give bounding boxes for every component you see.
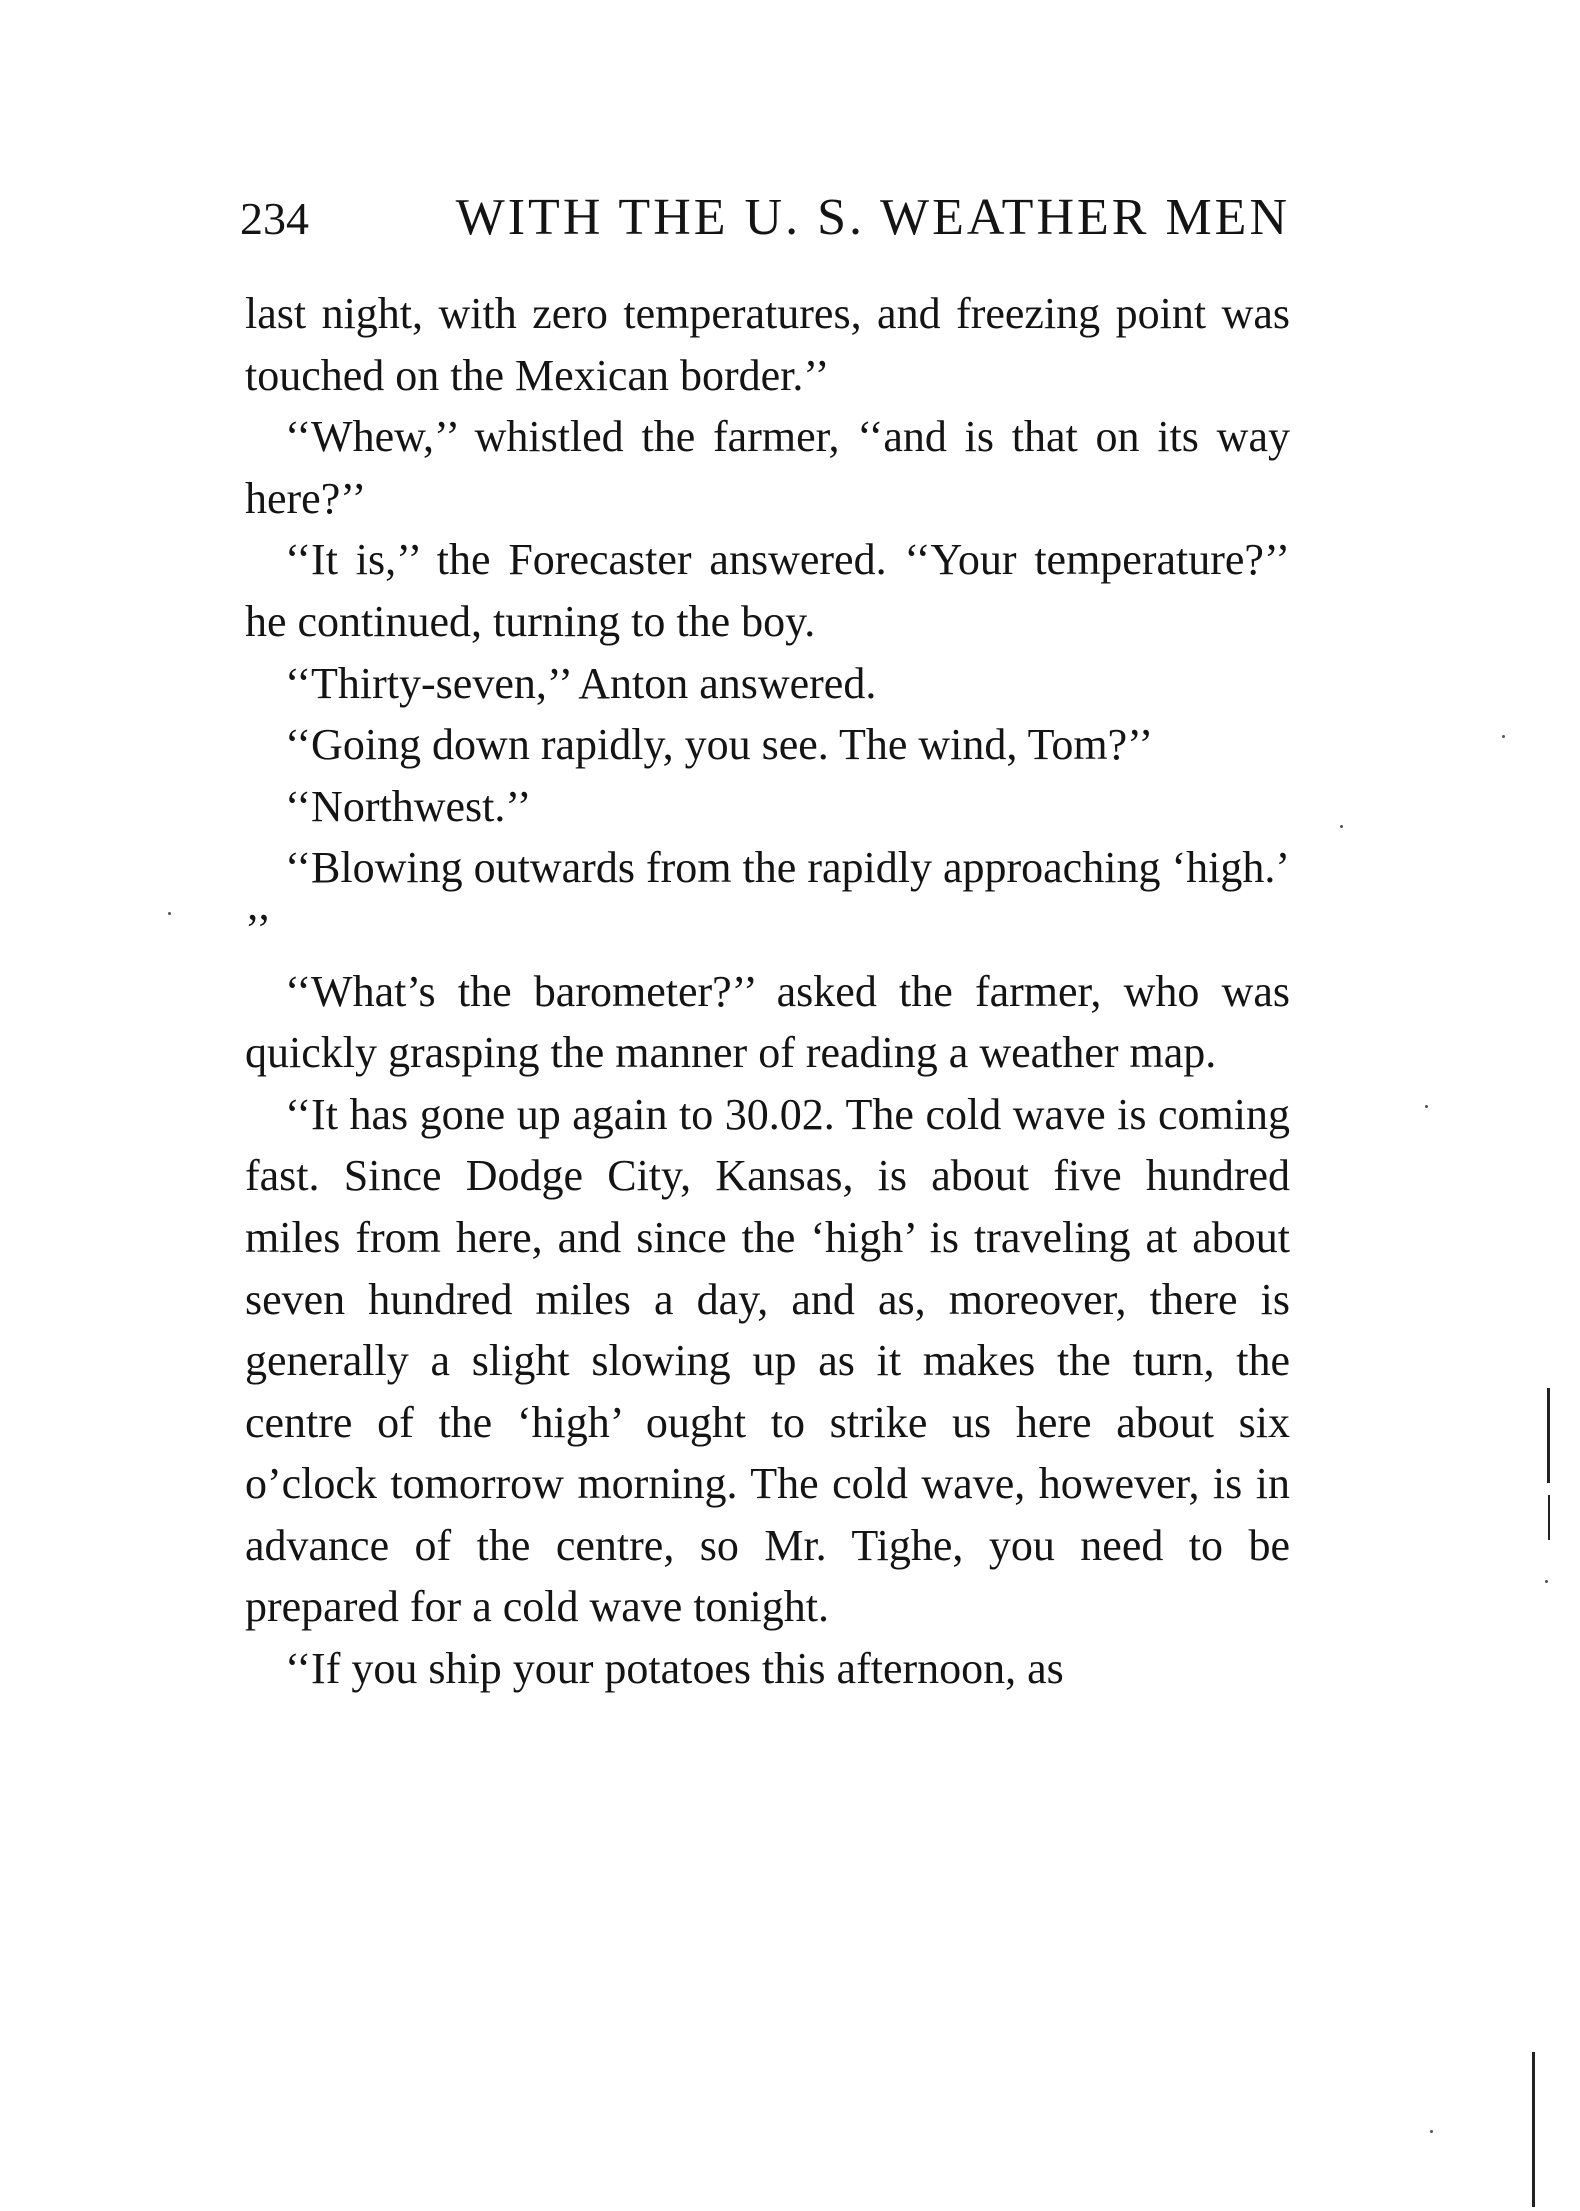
paragraph: ‘‘It is,’’ the Forecaster answered. ‘‘Your temperature?’’ he continued, turning to the boy. bbox=[245, 535, 1290, 646]
running-title: WITH THE U. S. WEATHER MEN bbox=[455, 189, 1290, 246]
paragraph: ‘‘If you ship your potatoes this afternoon, as bbox=[285, 1644, 1064, 1694]
scan-speck bbox=[1430, 2130, 1433, 2133]
scan-margin-line bbox=[1548, 1495, 1550, 1540]
scan-speck bbox=[1425, 1105, 1428, 1108]
scan-speck bbox=[1340, 825, 1343, 828]
scan-margin-line bbox=[1532, 2052, 1535, 2207]
paragraph: ‘‘Northwest.’’ bbox=[285, 781, 532, 831]
body-text bbox=[245, 283, 1290, 1700]
scan-speck bbox=[1502, 735, 1505, 738]
page-number: 234 bbox=[240, 193, 309, 244]
scan-speck bbox=[168, 912, 171, 915]
paragraph: ‘‘What’s the barometer?’’ asked the farmer, who was quickly grasping the manner of reading a weather map. bbox=[245, 966, 1290, 1078]
paragraph: ‘‘Whew,’’ whistled the farmer, ‘‘and is that on its way here?’’ bbox=[245, 412, 1290, 523]
paragraph: ‘‘Blowing outwards from the rapidly approaching ‘high.’ ’’ bbox=[245, 843, 1290, 954]
scan-margin-line bbox=[1547, 1388, 1550, 1483]
scan-speck bbox=[1545, 1580, 1548, 1583]
paragraph: ‘‘Going down rapidly, you see. The wind, Tom?’’ bbox=[285, 720, 1154, 770]
paragraph: ‘‘Thirty-seven,’’ Anton answered. bbox=[285, 658, 877, 708]
paragraph: ‘‘It has gone up again to 30.02. The cold wave is coming fast. Since Dodge City, Kansas, is about five hundred miles from here, and since the ‘high’ is traveling at about seven hundred miles a day, and as, moreover, there is generally a slight slowing up as it makes the turn, the centre of the ‘high’ ought to strike us here about six o’clock tomorrow morning. The cold wave, however, is in advance of the centre, so Mr. Tighe, you need to be prepared for a cold wave tonight. bbox=[245, 1089, 1290, 1632]
paragraph-continuation: last night, with zero temperatures, and freezing point was touched on the Mexican border.’’ bbox=[245, 289, 1290, 400]
running-head bbox=[240, 188, 1290, 258]
